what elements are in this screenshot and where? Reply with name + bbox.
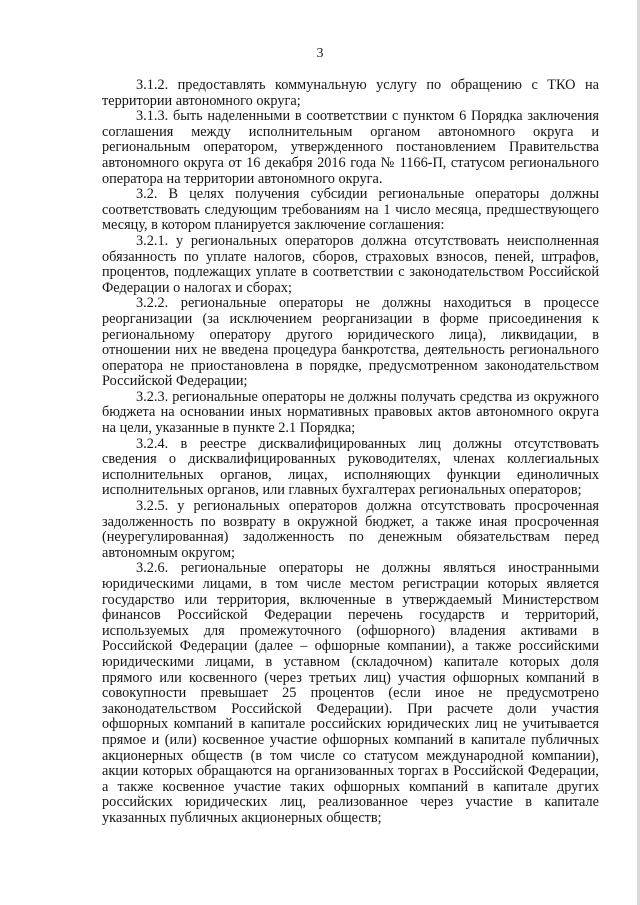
page-number: 3 — [316, 46, 324, 61]
paragraph-3-2-4: 3.2.4. в реестре дисквалифицированных лиц должны отсутствовать сведения о дисквалифицированных руководителях, членах коллегиальных исполнительных органов, лицах, исполняющих функции единоличных исполнительных органов, или главных бухгалтерах региональных операторов; — [102, 435, 599, 499]
paragraph-3-1-3: 3.1.3. быть наделенными в соответствии с пунктом 6 Порядка заключения соглашения между исполнительным органом автономного округа и региональным оператором, утвержденного постановлением Правительства автономного округа от 16 декабря 2016 года № 1166-П, статусом регионального оператора на территории автономного округа. — [102, 108, 599, 187]
paragraph-3-2-1: 3.2.1. у региональных операторов должна отсутствовать неисполненная обязанность по уплате налогов, сборов, страховых взносов, пеней, штрафов, процентов, подлежащих уплате в соответствии с законодательством Российской Федерации о налогах и сборах; — [102, 232, 599, 296]
paragraph-3-1-2: 3.1.2. предоставлять коммунальную услугу по обращению с ТКО на территории автономного округа; — [102, 77, 599, 109]
paragraph-3-2-5: 3.2.5. у региональных операторов должна отсутствовать просроченная задолженность по возврату в окружной бюджет, а также иная просроченная (неурегулированная) задолженность по денежным обязательствам перед автономным округом; — [102, 498, 599, 561]
paragraph-3-2-2: 3.2.2. региональные операторы не должны находиться в процессе реорганизации (за исключением реорганизации в форме присоединения к региональному оператору другого юридического лица), ликвидации, в отношении них не введена процедура банкротства, деятельность регионального оператора не приостановлена в порядке, предусмотренном законодательством Российской Федерации; — [102, 295, 599, 390]
paragraph-3-2-6: 3.2.6. региональные операторы не должны являться иностранными юридическими лицами, в том числе местом регистрации которых является государство или территория, включенные в утверждаемый Министерством финансов Российской Федерации перечень государств и территорий, используемых для промежуточного (офшорного) владения активами в Российской Федерации (далее – офшорные компании), а также российскими юридическими лицами, в уставном (складочном) капитале которых доля прямого или косвенного (через третьих лиц) участия офшорных компаний в совокупности превышает 25 процентов (если иное не предусмотрено законодательством Российской Федерации). При расчете доли участия офшорных компаний в капитале российских юридических лиц не учитывается прямое и (или) косвенное участие офшорных компаний в капитале публичных акционерных обществ (в том числе со статусом международной компании), акции которых обращаются на организованных торгах в Российской Федерации, а также косвенное участие таких офшорных компаний в капитале других российских юридических лиц, реализованное через участие в капитале указанных публичных акционерных обществ; — [102, 560, 599, 826]
paragraph-3-2-3: 3.2.3. региональные операторы не должны получать средства из окружного бюджета на основании иных нормативных правовых актов автономного округа на цели, указанные в пункте 2.1 Порядка; — [102, 388, 599, 437]
document-body — [102, 78, 599, 827]
paragraph-3-2: 3.2. В целях получения субсидии региональные операторы должны соответствовать следующим требованиям на 1 число месяца, предшествующего месяцу, в котором планируется заключение соглашения: — [102, 186, 599, 234]
